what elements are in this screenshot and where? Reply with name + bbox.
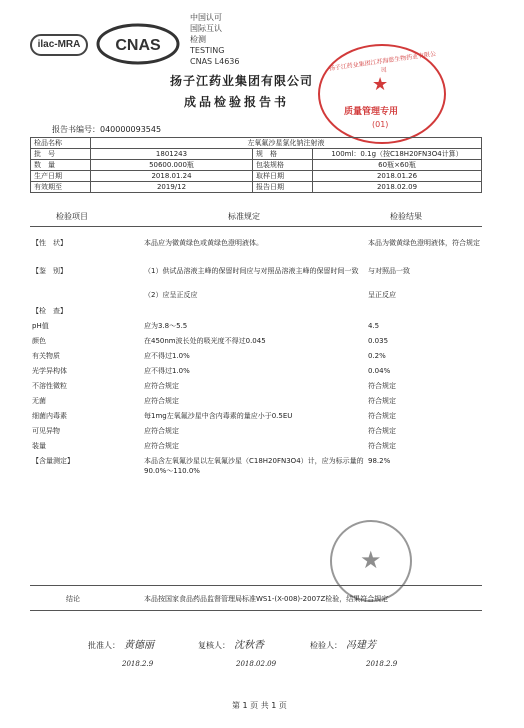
row-result: 符合规定 <box>368 427 396 435</box>
reviewer-date: 2018.02.09 <box>236 660 277 668</box>
row-item: 颜色 <box>32 337 46 345</box>
row-item: 可见异物 <box>32 427 60 435</box>
row-item: 无菌 <box>32 397 46 405</box>
accreditation-block <box>190 12 239 67</box>
seal-star-icon: ★ <box>372 74 389 95</box>
stamp-star-icon: ★ <box>360 546 382 574</box>
quality-seal-stamp <box>318 44 446 144</box>
row-standard: （2）应呈正反应 <box>144 291 198 299</box>
accred-line: 国际互认 <box>190 24 222 33</box>
cnas-logo <box>96 22 180 66</box>
info-label: 批 号 <box>31 149 91 160</box>
info-value: 2018.01.24 <box>91 171 253 182</box>
row-standard: 应符合规定 <box>144 442 179 450</box>
row-standard: 应不得过1.0% <box>144 367 190 375</box>
row-item: 光学异构体 <box>32 367 67 375</box>
seal-label: 质量管理专用 <box>344 107 399 117</box>
row-standard: （1）供试品溶液主峰的保留时间应与对照品溶液主峰的保留时间一致 <box>144 267 359 275</box>
col-header-item: 检验项目 <box>56 212 88 221</box>
info-label: 报告日期 <box>253 182 313 193</box>
row-item: 【鉴 别】 <box>32 267 67 275</box>
row-standard: 本品应为微黄绿色或黄绿色澄明液体。 <box>144 239 263 247</box>
row-result: 符合规定 <box>368 442 396 450</box>
row-standard: 应符合规定 <box>144 397 179 405</box>
row-standard: 每1mg左氧氟沙星中含内毒素的量应小于0.5EU <box>144 412 293 420</box>
reviewer-name: 沈秋香 <box>234 640 264 651</box>
ilac-logo-text: ilac-MRA <box>37 39 81 50</box>
row-standard: 应不得过1.0% <box>144 352 190 360</box>
info-label: 取样日期 <box>253 171 313 182</box>
info-row <box>31 160 482 171</box>
accred-line: 中国认可 <box>190 13 222 22</box>
row-result: 符合规定 <box>368 397 396 405</box>
info-value: 50600.000瓶 <box>91 160 253 171</box>
row-standard: 应符合规定 <box>144 427 179 435</box>
conclusion-label: 结论 <box>66 595 80 603</box>
row-item: 【检 查】 <box>32 307 67 315</box>
row-result: 呈正反应 <box>368 291 396 299</box>
row-item: 【含量测定】 <box>32 457 74 465</box>
product-info-table <box>30 137 482 193</box>
info-value: 2019/12 <box>91 182 253 193</box>
row-item: 有关物质 <box>32 352 60 360</box>
info-label: 规 格 <box>253 149 313 160</box>
header-divider <box>30 226 482 227</box>
info-label: 包装规格 <box>253 160 313 171</box>
approver-name: 黄德丽 <box>124 640 154 651</box>
inspector-label: 检验人： <box>310 641 342 650</box>
approver-date: 2018.2.9 <box>122 660 154 668</box>
info-label: 数 量 <box>31 160 91 171</box>
company-name: 扬子江药业集团有限公司 <box>170 74 314 88</box>
row-item: 【性 状】 <box>32 239 67 247</box>
conclusion-box <box>30 585 482 611</box>
inspector-name: 冯建芳 <box>346 640 376 651</box>
info-label: 有效期至 <box>31 182 91 193</box>
report-number: 报告书编号：040000093545 <box>52 125 162 134</box>
row-standard: 在450nm波长处的吸光度不得过0.045 <box>144 337 266 345</box>
row-result: 符合规定 <box>368 382 396 390</box>
ilac-mra-logo <box>30 34 88 56</box>
accred-line: TESTING <box>190 46 225 55</box>
row-result: 符合规定 <box>368 412 396 420</box>
info-value: 1801243 <box>91 149 253 160</box>
reviewer-label: 复核人： <box>198 641 230 650</box>
approver-signature <box>88 636 154 651</box>
info-value: 60瓶×60瓶 <box>313 160 482 171</box>
inspector-date: 2018.2.9 <box>366 660 398 668</box>
seal-number: (01) <box>372 120 389 129</box>
info-row <box>31 171 482 182</box>
row-result: 与对照品一致 <box>368 267 410 275</box>
accred-line: CNAS L4636 <box>190 57 240 66</box>
info-row <box>31 138 482 149</box>
row-item: pH值 <box>32 322 49 330</box>
row-result: 0.035 <box>368 337 389 345</box>
info-value: 100ml：0.1g（按C18H20FN3O4计算） <box>313 149 482 160</box>
accred-line: 检测 <box>190 35 206 44</box>
row-standard: 本品含左氧氟沙星以左氧氟沙星（C18H20FN3O4）计，应为标示量的90.0%～110.0% <box>144 457 364 475</box>
seal-arc-text: 扬子江药业集团江苏海慈生物药业有限公司 <box>328 50 437 75</box>
reviewer-signature <box>198 636 264 651</box>
conclusion-text: 本品按国家食品药品监督管理局标准WS1-(X-008)-2007Z检验，结果符合规定 <box>144 595 389 603</box>
info-label: 生产日期 <box>31 171 91 182</box>
info-value: 2018.02.09 <box>313 182 482 193</box>
row-result: 4.5 <box>368 322 380 330</box>
row-item: 细菌内毒素 <box>32 412 67 420</box>
row-result: 本品为微黄绿色澄明液体，符合规定 <box>368 239 480 247</box>
col-header-standard: 标准规定 <box>228 212 260 221</box>
cnas-logo-text: CNAS <box>115 37 161 54</box>
info-value: 左氧氟沙星氯化钠注射液 <box>91 138 482 149</box>
row-item: 不溶性微粒 <box>32 382 67 390</box>
report-title: 成品检验报告书 <box>184 95 290 109</box>
page-footer: 第 1 页 共 1 页 <box>232 701 287 710</box>
row-standard: 应为3.8～5.5 <box>144 322 188 330</box>
row-result: 98.2% <box>368 457 391 465</box>
info-value: 2018.01.26 <box>313 171 482 182</box>
approver-label: 批准人： <box>88 641 120 650</box>
row-standard: 应符合规定 <box>144 382 179 390</box>
row-result: 0.2% <box>368 352 386 360</box>
info-row <box>31 182 482 193</box>
row-result: 0.04% <box>368 367 391 375</box>
row-item: 装量 <box>32 442 46 450</box>
info-row <box>31 149 482 160</box>
col-header-result: 检验结果 <box>390 212 422 221</box>
info-label: 检品名称 <box>31 138 91 149</box>
inspector-signature <box>310 636 376 651</box>
